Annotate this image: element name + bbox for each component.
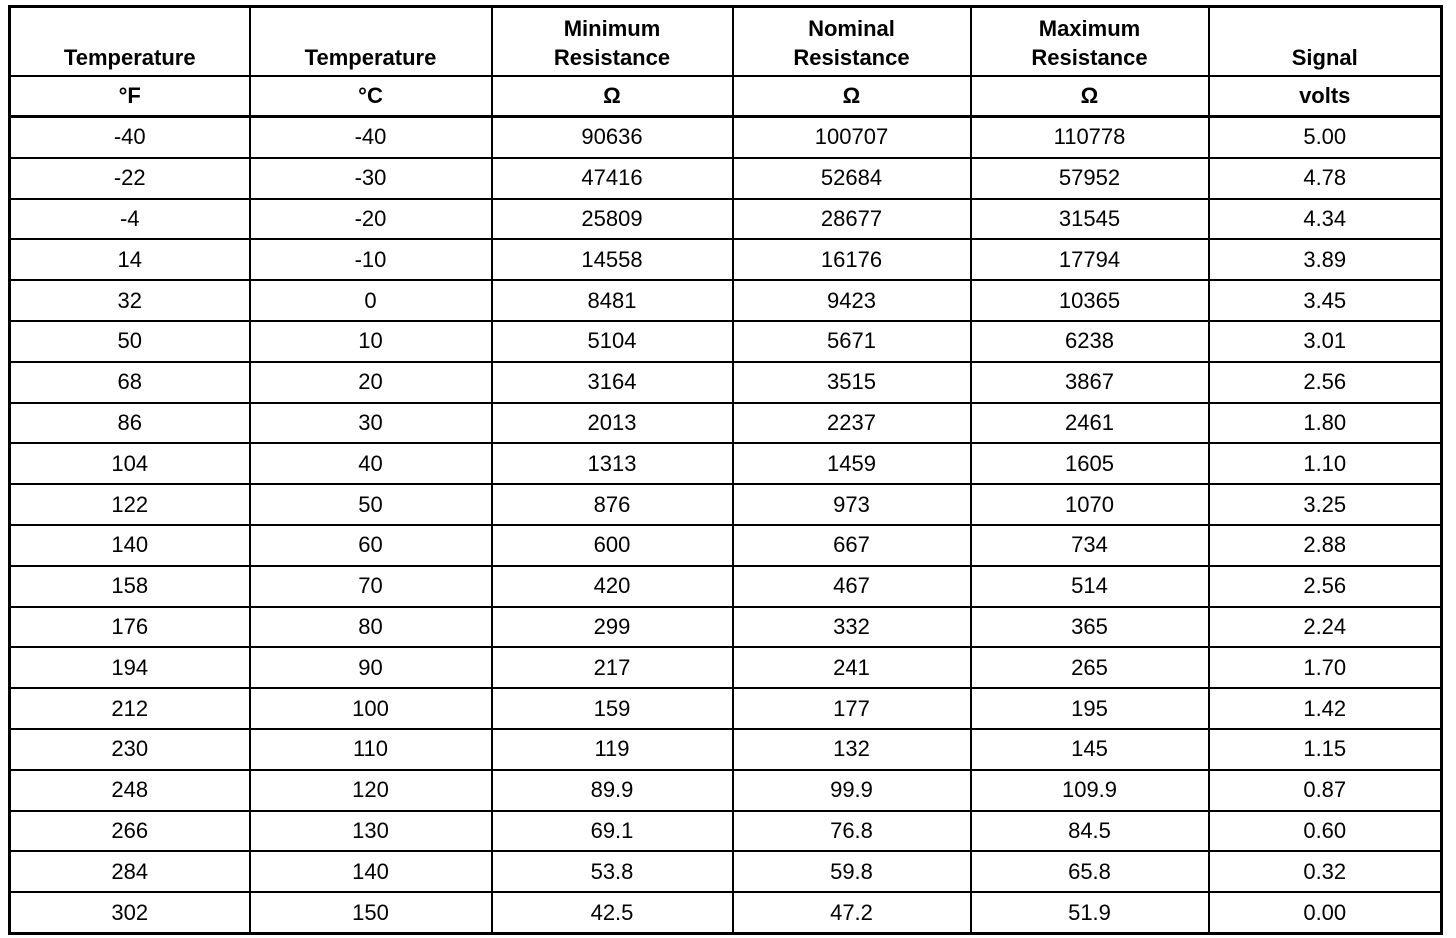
table-row	[10, 117, 1442, 158]
max-resistance-cell: 195	[971, 688, 1209, 729]
temp-f-cell: -40	[10, 117, 250, 158]
temp-c-cell: -40	[250, 117, 492, 158]
header-line1: Minimum	[563, 16, 661, 41]
signal-cell: 0.32	[1209, 851, 1442, 892]
unit-ohm-nominal: Ω	[733, 76, 971, 117]
signal-cell: 3.25	[1209, 484, 1442, 525]
temp-c-cell: -30	[250, 158, 492, 199]
nominal-resistance-cell: 76.8	[733, 811, 971, 852]
table-header	[10, 7, 1442, 117]
temp-f-cell: 122	[10, 484, 250, 525]
min-resistance-cell: 42.5	[492, 892, 733, 933]
min-resistance-cell: 600	[492, 525, 733, 566]
signal-cell: 1.15	[1209, 729, 1442, 770]
nominal-resistance-cell: 132	[733, 729, 971, 770]
table-row	[10, 607, 1442, 648]
max-resistance-cell: 2461	[971, 403, 1209, 444]
header-signal	[1209, 7, 1442, 77]
unit-volts: volts	[1209, 76, 1442, 117]
temp-f-cell: 32	[10, 280, 250, 321]
header-line2: Signal	[1291, 45, 1358, 70]
signal-cell: 1.10	[1209, 443, 1442, 484]
max-resistance-cell: 65.8	[971, 851, 1209, 892]
temp-c-cell: 50	[250, 484, 492, 525]
temp-c-cell: 140	[250, 851, 492, 892]
temp-f-cell: -4	[10, 199, 250, 240]
temp-f-cell: 230	[10, 729, 250, 770]
table-row	[10, 403, 1442, 444]
max-resistance-cell: 6238	[971, 321, 1209, 362]
temp-f-cell: 104	[10, 443, 250, 484]
table-row	[10, 443, 1442, 484]
header-line2: Temperature	[63, 45, 196, 70]
header-minimum-resistance	[492, 7, 733, 77]
min-resistance-cell: 90636	[492, 117, 733, 158]
nominal-resistance-cell: 973	[733, 484, 971, 525]
header-line2: Resistance	[553, 45, 671, 70]
temp-f-cell: 176	[10, 607, 250, 648]
nominal-resistance-cell: 52684	[733, 158, 971, 199]
temp-c-cell: 40	[250, 443, 492, 484]
temp-f-cell: 302	[10, 892, 250, 933]
header-maximum-resistance	[971, 7, 1209, 77]
min-resistance-cell: 5104	[492, 321, 733, 362]
table-row	[10, 811, 1442, 852]
max-resistance-cell: 365	[971, 607, 1209, 648]
header-line2: Resistance	[1031, 45, 1148, 70]
max-resistance-cell: 734	[971, 525, 1209, 566]
nominal-resistance-cell: 5671	[733, 321, 971, 362]
nominal-resistance-cell: 47.2	[733, 892, 971, 933]
signal-cell: 1.80	[1209, 403, 1442, 444]
min-resistance-cell: 47416	[492, 158, 733, 199]
temp-c-cell: 120	[250, 770, 492, 811]
max-resistance-cell: 31545	[971, 199, 1209, 240]
max-resistance-cell: 514	[971, 566, 1209, 607]
signal-cell: 1.70	[1209, 647, 1442, 688]
unit-ohm-max: Ω	[971, 76, 1209, 117]
max-resistance-cell: 1605	[971, 443, 1209, 484]
nominal-resistance-cell: 2237	[733, 403, 971, 444]
header-line1: Nominal	[808, 16, 895, 41]
min-resistance-cell: 14558	[492, 239, 733, 280]
min-resistance-cell: 25809	[492, 199, 733, 240]
min-resistance-cell: 3164	[492, 362, 733, 403]
unit-celsius: °C	[250, 76, 492, 117]
signal-cell: 0.60	[1209, 811, 1442, 852]
max-resistance-cell: 17794	[971, 239, 1209, 280]
max-resistance-cell: 3867	[971, 362, 1209, 403]
nominal-resistance-cell: 1459	[733, 443, 971, 484]
max-resistance-cell: 51.9	[971, 892, 1209, 933]
max-resistance-cell: 84.5	[971, 811, 1209, 852]
nominal-resistance-cell: 467	[733, 566, 971, 607]
temp-f-cell: -22	[10, 158, 250, 199]
temp-c-cell: -10	[250, 239, 492, 280]
table-row	[10, 892, 1442, 933]
temp-c-cell: -20	[250, 199, 492, 240]
table-row	[10, 362, 1442, 403]
table-row	[10, 321, 1442, 362]
table-row	[10, 647, 1442, 688]
unit-ohm-min: Ω	[492, 76, 733, 117]
temp-c-cell: 100	[250, 688, 492, 729]
max-resistance-cell: 110778	[971, 117, 1209, 158]
table-row	[10, 851, 1442, 892]
temp-f-cell: 140	[10, 525, 250, 566]
temp-c-cell: 10	[250, 321, 492, 362]
max-resistance-cell: 57952	[971, 158, 1209, 199]
signal-cell: 2.56	[1209, 362, 1442, 403]
max-resistance-cell: 1070	[971, 484, 1209, 525]
temp-c-cell: 70	[250, 566, 492, 607]
header-units-row	[10, 76, 1442, 117]
temp-f-cell: 68	[10, 362, 250, 403]
header-nominal-resistance	[733, 7, 971, 77]
min-resistance-cell: 299	[492, 607, 733, 648]
min-resistance-cell: 2013	[492, 403, 733, 444]
nominal-resistance-cell: 3515	[733, 362, 971, 403]
nominal-resistance-cell: 28677	[733, 199, 971, 240]
signal-cell: 2.88	[1209, 525, 1442, 566]
table-row	[10, 199, 1442, 240]
temp-f-cell: 194	[10, 647, 250, 688]
nominal-resistance-cell: 9423	[733, 280, 971, 321]
table-body	[10, 117, 1442, 934]
signal-cell: 3.01	[1209, 321, 1442, 362]
nominal-resistance-cell: 177	[733, 688, 971, 729]
nominal-resistance-cell: 241	[733, 647, 971, 688]
min-resistance-cell: 1313	[492, 443, 733, 484]
signal-cell: 5.00	[1209, 117, 1442, 158]
temp-c-cell: 30	[250, 403, 492, 444]
temp-f-cell: 158	[10, 566, 250, 607]
temp-f-cell: 50	[10, 321, 250, 362]
table-row	[10, 280, 1442, 321]
table-row	[10, 566, 1442, 607]
min-resistance-cell: 8481	[492, 280, 733, 321]
temp-c-cell: 80	[250, 607, 492, 648]
max-resistance-cell: 265	[971, 647, 1209, 688]
temp-c-cell: 130	[250, 811, 492, 852]
nominal-resistance-cell: 99.9	[733, 770, 971, 811]
signal-cell: 3.89	[1209, 239, 1442, 280]
min-resistance-cell: 159	[492, 688, 733, 729]
table-row	[10, 484, 1442, 525]
temp-c-cell: 90	[250, 647, 492, 688]
header-line1: Maximum	[1038, 16, 1141, 41]
min-resistance-cell: 53.8	[492, 851, 733, 892]
table-row	[10, 688, 1442, 729]
max-resistance-cell: 145	[971, 729, 1209, 770]
min-resistance-cell: 876	[492, 484, 733, 525]
signal-cell: 4.78	[1209, 158, 1442, 199]
temp-c-cell: 20	[250, 362, 492, 403]
signal-cell: 2.24	[1209, 607, 1442, 648]
temp-f-cell: 14	[10, 239, 250, 280]
min-resistance-cell: 119	[492, 729, 733, 770]
nominal-resistance-cell: 667	[733, 525, 971, 566]
signal-cell: 1.42	[1209, 688, 1442, 729]
min-resistance-cell: 69.1	[492, 811, 733, 852]
header-title-row	[10, 7, 1442, 77]
signal-cell: 2.56	[1209, 566, 1442, 607]
header-temperature-c	[250, 7, 492, 77]
nominal-resistance-cell: 16176	[733, 239, 971, 280]
max-resistance-cell: 10365	[971, 280, 1209, 321]
signal-cell: 0.87	[1209, 770, 1442, 811]
temp-c-cell: 60	[250, 525, 492, 566]
header-line2: Temperature	[304, 45, 437, 70]
table-row	[10, 158, 1442, 199]
signal-cell: 3.45	[1209, 280, 1442, 321]
temp-c-cell: 150	[250, 892, 492, 933]
unit-fahrenheit: °F	[10, 76, 250, 117]
header-temperature-f	[10, 7, 250, 77]
sensor-resistance-table	[8, 5, 1443, 935]
table-row	[10, 770, 1442, 811]
temp-f-cell: 266	[10, 811, 250, 852]
nominal-resistance-cell: 59.8	[733, 851, 971, 892]
min-resistance-cell: 217	[492, 647, 733, 688]
table-row	[10, 729, 1442, 770]
min-resistance-cell: 89.9	[492, 770, 733, 811]
min-resistance-cell: 420	[492, 566, 733, 607]
temp-c-cell: 110	[250, 729, 492, 770]
signal-cell: 0.00	[1209, 892, 1442, 933]
header-line2: Resistance	[793, 45, 910, 70]
temp-f-cell: 284	[10, 851, 250, 892]
temp-f-cell: 86	[10, 403, 250, 444]
nominal-resistance-cell: 100707	[733, 117, 971, 158]
table-row	[10, 525, 1442, 566]
nominal-resistance-cell: 332	[733, 607, 971, 648]
temp-f-cell: 212	[10, 688, 250, 729]
signal-cell: 4.34	[1209, 199, 1442, 240]
temp-f-cell: 248	[10, 770, 250, 811]
temp-c-cell: 0	[250, 280, 492, 321]
table-row	[10, 239, 1442, 280]
max-resistance-cell: 109.9	[971, 770, 1209, 811]
